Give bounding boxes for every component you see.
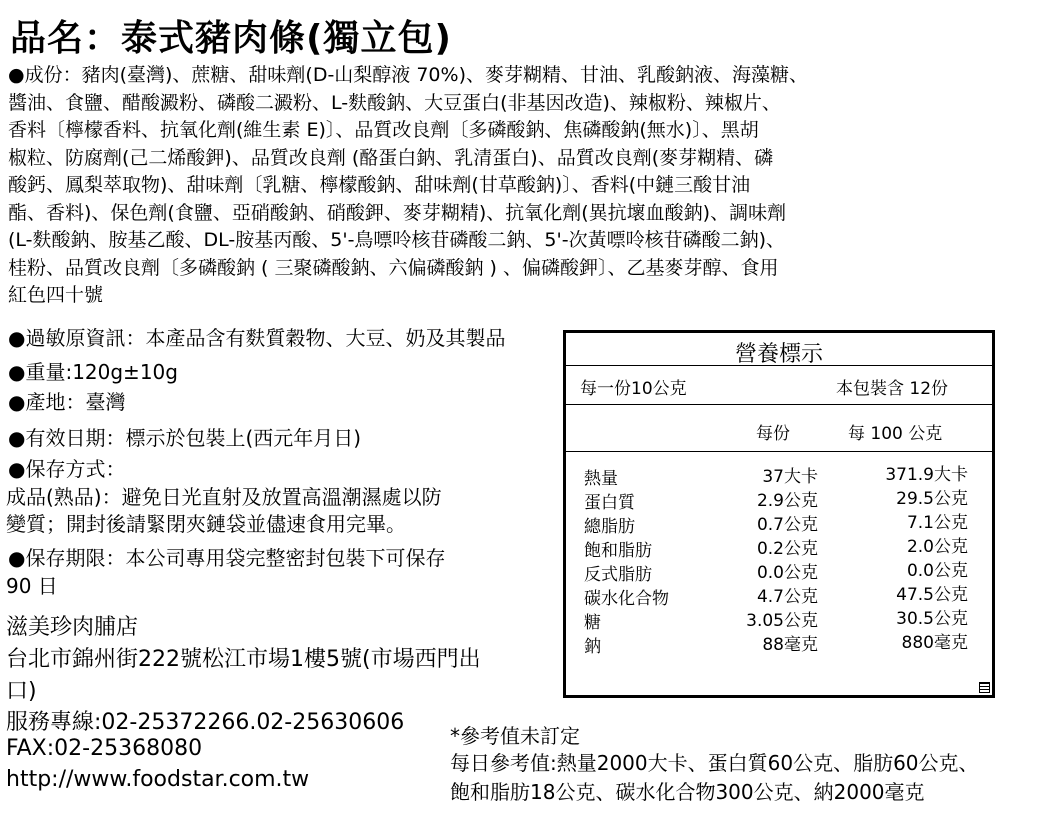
nutrient-name: 反式脂肪 (584, 565, 652, 585)
per-serving-value: 0.7公克 (756, 515, 818, 535)
company-address-line: 台北市錦州街222號松江市場1樓5號(市場西門出 (6, 647, 481, 672)
reference-undetermined-note: *參考值未訂定 (450, 724, 580, 748)
ingredients-line: 酯、香料)、保色劑(食鹽、亞硝酸鈉、硝酸鉀、麥芽糊精)、抗氧化劑(異抗壞血酸鈉)、調味劑 (8, 201, 787, 224)
weight-info: ●重量:120g±10g (8, 360, 178, 384)
per-serving-value: 4.7公克 (756, 587, 818, 607)
nutrient-name: 總脂肪 (584, 517, 635, 537)
ingredients-block (8, 62, 938, 310)
ingredients-line: 酸鈣、鳳梨萃取物)、甜味劑〔乳糖、檸檬酸鈉、甜味劑(甘草酸鈉)〕、香料(中鏈三酸甘油 (8, 174, 751, 196)
nutrition-facts-table (563, 330, 995, 698)
company-address-line: 口) (6, 679, 37, 704)
shelf-life-line: 90 日 (6, 574, 58, 598)
nutrient-name: 飽和脂肪 (584, 541, 652, 561)
nutrition-title: 營養標示 (734, 342, 823, 367)
serving-size: 每一份10公克 (580, 379, 687, 399)
divider (566, 365, 992, 366)
origin-info: ●產地：臺灣 (8, 390, 126, 414)
divider (566, 404, 992, 405)
servings-per-package: 本包裝含 12份 (836, 379, 949, 399)
company-name: 滋美珍肉脯店 (6, 615, 139, 640)
per-100g-value: 29.5公克 (896, 489, 968, 509)
per-100g-value: 30.5公克 (896, 609, 968, 629)
ingredients-line: 醬油、食鹽、醋酸澱粉、磷酸二澱粉、L-麩酸鈉、大豆蛋白(非基因改造)、辣椒粉、辣椒片、 (8, 91, 781, 114)
expiry-date-info: ●有效日期：標示於包裝上(西元年月日) (8, 426, 362, 450)
storage-heading: ●保存方式： (8, 457, 126, 481)
ingredients-line: (L-麩酸鈉、胺基乙酸、DL-胺基丙酸、5'-鳥嘌呤核苷磷酸二鈉、5'-次黃嘌呤核苷磷酸二鈉)、 (8, 229, 786, 251)
daily-reference-line: 飽和脂肪18公克、碳水化合物300公克、納2000毫克 (450, 780, 925, 804)
storage-line: 變質；開封後請緊閉夾鏈袋並儘速食用完畢。 (6, 512, 406, 536)
per-100g-value: 2.0公克 (906, 537, 968, 557)
per-serving-value: 2.9公克 (756, 491, 818, 511)
per-serving-value: 0.0公克 (756, 563, 818, 583)
nutrient-name: 蛋白質 (584, 493, 635, 513)
col-per-100g: 每 100 公克 (848, 424, 943, 444)
nutrient-name: 鈉 (584, 637, 601, 657)
divider (566, 451, 992, 452)
ingredients-line: 紅色四十號 (8, 284, 104, 306)
company-phone: 服務專線:02-25372266.02-25630606 (6, 710, 405, 735)
nutrient-name: 碳水化合物 (584, 589, 669, 609)
shelf-life-line: ●保存期限：本公司專用袋完整密封包裝下可保存 (8, 546, 446, 570)
col-per-serving: 每份 (756, 424, 790, 444)
per-100g-value: 371.9大卡 (885, 465, 968, 485)
company-url[interactable]: http://www.foodstar.com.tw (6, 767, 310, 792)
resize-handle-icon (979, 682, 990, 693)
per-serving-value: 88毫克 (762, 635, 818, 655)
nutrient-name: 熱量 (584, 469, 618, 489)
ingredients-line: ●成份：豬肉(臺灣)、蔗糖、甜味劑(D-山梨醇液 70%)、麥芽糊精、甘油、乳酸鈉液、海藻糖、 (8, 64, 808, 86)
per-serving-value: 3.05公克 (746, 611, 818, 631)
ingredients-line: 香料〔檸檬香料、抗氧化劑(維生素 E)〕、品質改良劑〔多磷酸鈉、焦磷酸鈉(無水)〕、黑胡 (8, 119, 759, 141)
per-100g-value: 0.0公克 (906, 561, 968, 581)
allergen-info: ●過敏原資訊：本產品含有麩質穀物、大豆、奶及其製品 (8, 326, 506, 350)
per-100g-value: 7.1公克 (906, 513, 968, 533)
per-serving-value: 0.2公克 (756, 539, 818, 559)
ingredients-line: 椒粒、防腐劑(己二烯酸鉀)、品質改良劑 (酪蛋白鈉、乳清蛋白)、品質改良劑(麥芽糊精、磷 (8, 146, 774, 169)
nutrient-name: 糖 (584, 613, 601, 633)
ingredients-line: 桂粉、品質改良劑〔多磷酸鈉 ( 三聚磷酸鈉、六偏磷酸鈉 ) 、偏磷酸鉀〕、乙基麥芽醇、食用 (8, 256, 779, 279)
company-fax: FAX:02-25368080 (6, 736, 203, 761)
per-serving-value: 37大卡 (762, 467, 818, 487)
product-name-title: 品名：泰式豬肉條(獨立包) (10, 18, 452, 59)
daily-reference-line: 每日參考值:熱量2000大卡、蛋白質60公克、脂肪60公克、 (450, 751, 979, 775)
per-100g-value: 880毫克 (901, 633, 968, 653)
per-100g-value: 47.5公克 (896, 585, 968, 605)
storage-line: 成品(熟品)：避免日光直射及放置高溫潮濕處以防 (6, 485, 442, 509)
